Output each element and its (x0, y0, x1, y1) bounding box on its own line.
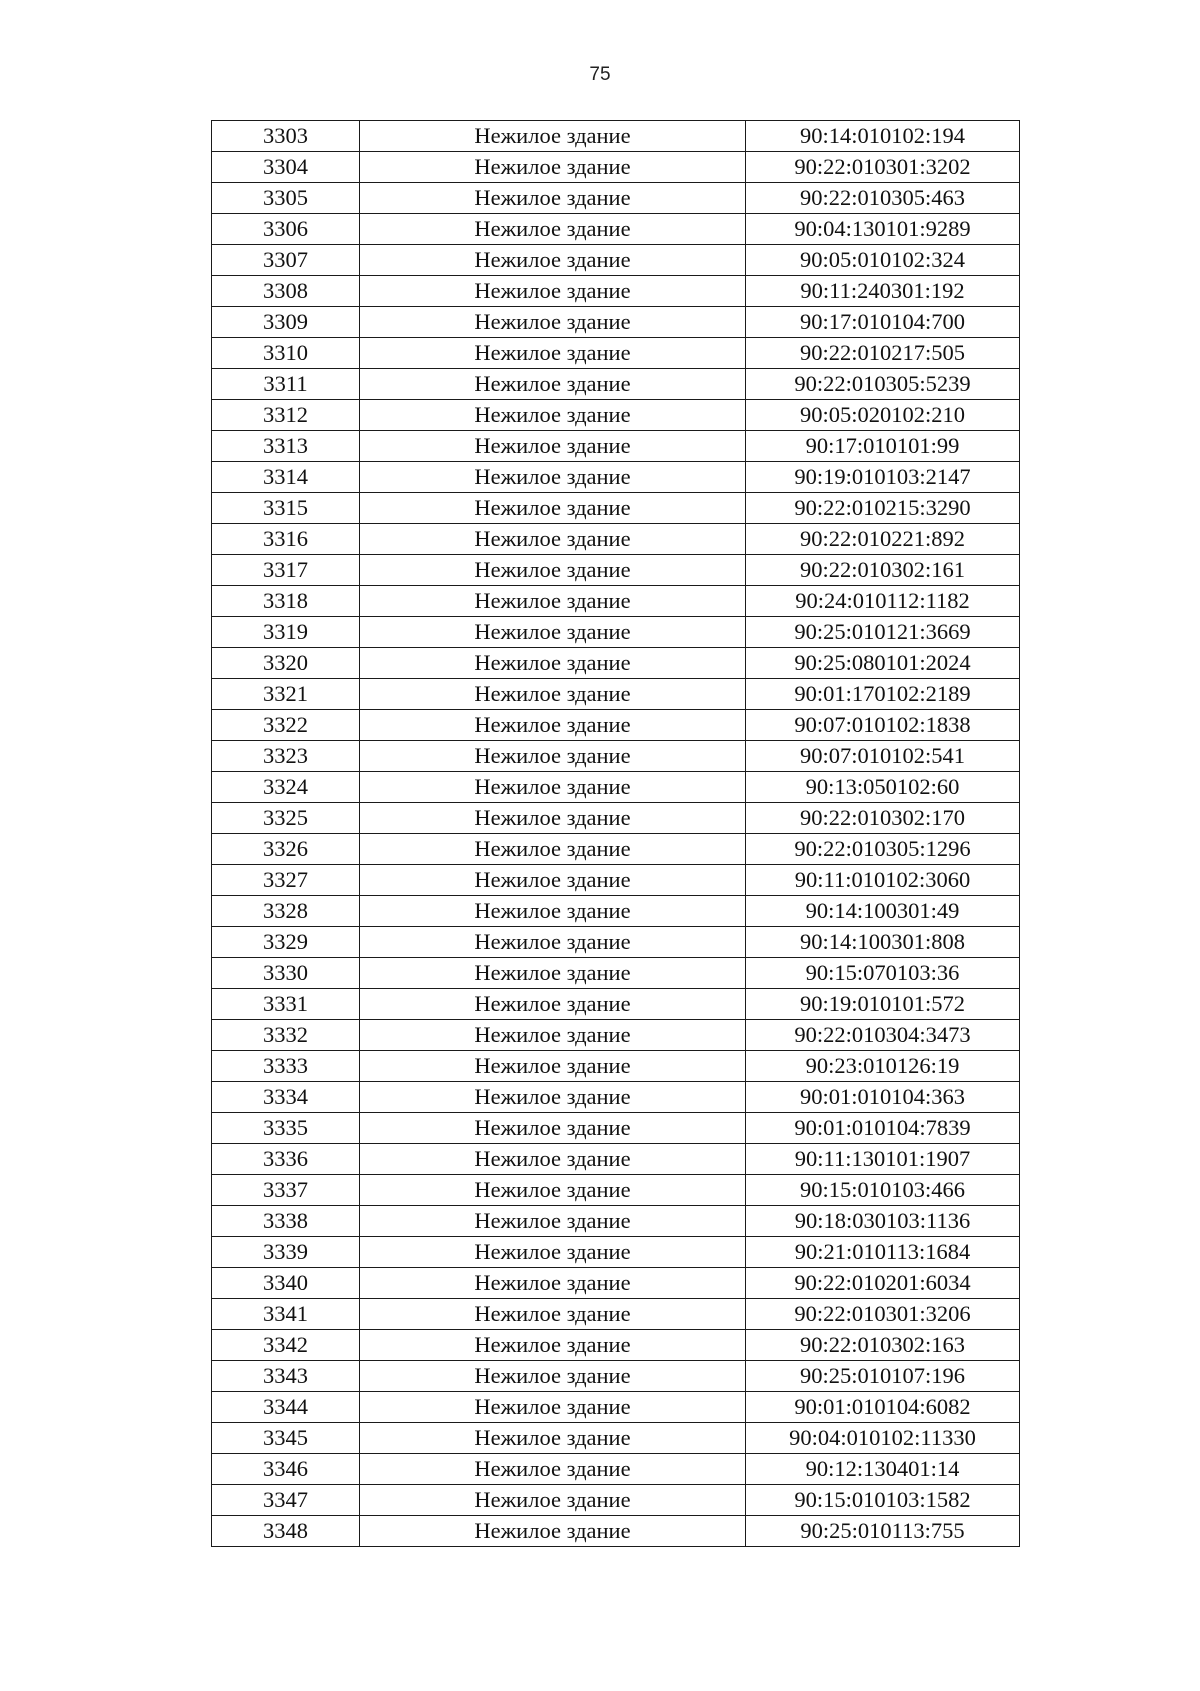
object-type-cell: Нежилое здание (360, 1113, 746, 1144)
row-number-cell: 3338 (212, 1206, 360, 1237)
object-type-cell: Нежилое здание (360, 245, 746, 276)
table-row (212, 865, 1020, 896)
object-type-cell: Нежилое здание (360, 555, 746, 586)
table-row (212, 1082, 1020, 1113)
table-row (212, 431, 1020, 462)
table-row (212, 245, 1020, 276)
table-row (212, 1268, 1020, 1299)
cadastral-number-cell: 90:23:010126:19 (746, 1051, 1020, 1082)
cadastral-number-cell: 90:22:010301:3206 (746, 1299, 1020, 1330)
cadastral-number-cell: 90:25:010121:3669 (746, 617, 1020, 648)
row-number-cell: 3313 (212, 431, 360, 462)
row-number-cell: 3335 (212, 1113, 360, 1144)
object-type-cell: Нежилое здание (360, 524, 746, 555)
cadastral-number-cell: 90:11:240301:192 (746, 276, 1020, 307)
cadastral-number-cell: 90:25:010113:755 (746, 1516, 1020, 1547)
table-row (212, 1516, 1020, 1547)
table-body (212, 121, 1020, 1547)
table-row (212, 927, 1020, 958)
cadastral-number-cell: 90:14:100301:808 (746, 927, 1020, 958)
table-row (212, 1330, 1020, 1361)
table-row (212, 586, 1020, 617)
cadastral-number-cell: 90:14:010102:194 (746, 121, 1020, 152)
object-type-cell: Нежилое здание (360, 927, 746, 958)
table-row (212, 369, 1020, 400)
object-type-cell: Нежилое здание (360, 896, 746, 927)
cadastral-number-cell: 90:22:010221:892 (746, 524, 1020, 555)
row-number-cell: 3337 (212, 1175, 360, 1206)
cadastral-number-cell: 90:22:010302:163 (746, 1330, 1020, 1361)
row-number-cell: 3323 (212, 741, 360, 772)
table-row (212, 1361, 1020, 1392)
row-number-cell: 3347 (212, 1485, 360, 1516)
cadastral-number-cell: 90:17:010101:99 (746, 431, 1020, 462)
cadastral-number-cell: 90:22:010305:463 (746, 183, 1020, 214)
table-row (212, 338, 1020, 369)
object-type-cell: Нежилое здание (360, 803, 746, 834)
table-row (212, 1020, 1020, 1051)
cadastral-number-cell: 90:17:010104:700 (746, 307, 1020, 338)
table-row (212, 1454, 1020, 1485)
table-row (212, 617, 1020, 648)
cadastral-number-cell: 90:22:010201:6034 (746, 1268, 1020, 1299)
row-number-cell: 3341 (212, 1299, 360, 1330)
table-row (212, 1113, 1020, 1144)
table-row (212, 803, 1020, 834)
table-row (212, 896, 1020, 927)
object-type-cell: Нежилое здание (360, 1330, 746, 1361)
row-number-cell: 3345 (212, 1423, 360, 1454)
table-row (212, 1175, 1020, 1206)
cadastral-number-cell: 90:04:010102:11330 (746, 1423, 1020, 1454)
object-type-cell: Нежилое здание (360, 834, 746, 865)
object-type-cell: Нежилое здание (360, 1082, 746, 1113)
cadastral-number-cell: 90:07:010102:1838 (746, 710, 1020, 741)
cadastral-number-cell: 90:14:100301:49 (746, 896, 1020, 927)
cadastral-number-cell: 90:04:130101:9289 (746, 214, 1020, 245)
row-number-cell: 3314 (212, 462, 360, 493)
object-type-cell: Нежилое здание (360, 369, 746, 400)
table-row (212, 741, 1020, 772)
row-number-cell: 3336 (212, 1144, 360, 1175)
row-number-cell: 3328 (212, 896, 360, 927)
cadastral-number-cell: 90:19:010101:572 (746, 989, 1020, 1020)
row-number-cell: 3331 (212, 989, 360, 1020)
object-type-cell: Нежилое здание (360, 617, 746, 648)
table-row (212, 1051, 1020, 1082)
cadastral-number-cell: 90:22:010215:3290 (746, 493, 1020, 524)
object-type-cell: Нежилое здание (360, 1237, 746, 1268)
cadastral-number-cell: 90:07:010102:541 (746, 741, 1020, 772)
object-type-cell: Нежилое здание (360, 1516, 746, 1547)
row-number-cell: 3332 (212, 1020, 360, 1051)
row-number-cell: 3346 (212, 1454, 360, 1485)
row-number-cell: 3322 (212, 710, 360, 741)
row-number-cell: 3344 (212, 1392, 360, 1423)
row-number-cell: 3326 (212, 834, 360, 865)
table-row (212, 1392, 1020, 1423)
row-number-cell: 3317 (212, 555, 360, 586)
row-number-cell: 3333 (212, 1051, 360, 1082)
table-row (212, 555, 1020, 586)
object-type-cell: Нежилое здание (360, 1268, 746, 1299)
cadastral-number-cell: 90:01:170102:2189 (746, 679, 1020, 710)
row-number-cell: 3325 (212, 803, 360, 834)
row-number-cell: 3318 (212, 586, 360, 617)
object-type-cell: Нежилое здание (360, 586, 746, 617)
object-type-cell: Нежилое здание (360, 772, 746, 803)
row-number-cell: 3316 (212, 524, 360, 555)
row-number-cell: 3329 (212, 927, 360, 958)
cadastral-number-cell: 90:11:130101:1907 (746, 1144, 1020, 1175)
object-type-cell: Нежилое здание (360, 958, 746, 989)
object-type-cell: Нежилое здание (360, 679, 746, 710)
page-number: 75 (589, 64, 611, 85)
cadastral-number-cell: 90:01:010104:7839 (746, 1113, 1020, 1144)
row-number-cell: 3304 (212, 152, 360, 183)
object-type-cell: Нежилое здание (360, 214, 746, 245)
object-type-cell: Нежилое здание (360, 710, 746, 741)
row-number-cell: 3319 (212, 617, 360, 648)
cadastral-number-cell: 90:22:010301:3202 (746, 152, 1020, 183)
object-type-cell: Нежилое здание (360, 493, 746, 524)
table-row (212, 214, 1020, 245)
cadastral-number-cell: 90:19:010103:2147 (746, 462, 1020, 493)
object-type-cell: Нежилое здание (360, 1392, 746, 1423)
object-type-cell: Нежилое здание (360, 121, 746, 152)
object-type-cell: Нежилое здание (360, 1361, 746, 1392)
row-number-cell: 3309 (212, 307, 360, 338)
object-type-cell: Нежилое здание (360, 1423, 746, 1454)
table-row (212, 710, 1020, 741)
cadastral-number-cell: 90:22:010305:1296 (746, 834, 1020, 865)
cadastral-number-cell: 90:12:130401:14 (746, 1454, 1020, 1485)
table-row (212, 648, 1020, 679)
object-type-cell: Нежилое здание (360, 989, 746, 1020)
table-row (212, 989, 1020, 1020)
table-row (212, 462, 1020, 493)
object-type-cell: Нежилое здание (360, 1175, 746, 1206)
cadastral-number-cell: 90:24:010112:1182 (746, 586, 1020, 617)
table-row (212, 276, 1020, 307)
object-type-cell: Нежилое здание (360, 1020, 746, 1051)
row-number-cell: 3312 (212, 400, 360, 431)
row-number-cell: 3307 (212, 245, 360, 276)
object-type-cell: Нежилое здание (360, 431, 746, 462)
cadastral-number-cell: 90:05:020102:210 (746, 400, 1020, 431)
table-row (212, 524, 1020, 555)
object-type-cell: Нежилое здание (360, 152, 746, 183)
table-row (212, 152, 1020, 183)
object-type-cell: Нежилое здание (360, 1485, 746, 1516)
table-row (212, 1237, 1020, 1268)
cadastral-number-cell: 90:15:010103:1582 (746, 1485, 1020, 1516)
object-type-cell: Нежилое здание (360, 648, 746, 679)
table-row (212, 493, 1020, 524)
object-type-cell: Нежилое здание (360, 741, 746, 772)
table-row (212, 772, 1020, 803)
object-type-cell: Нежилое здание (360, 1051, 746, 1082)
row-number-cell: 3348 (212, 1516, 360, 1547)
row-number-cell: 3339 (212, 1237, 360, 1268)
row-number-cell: 3334 (212, 1082, 360, 1113)
table-row (212, 834, 1020, 865)
row-number-cell: 3308 (212, 276, 360, 307)
object-type-cell: Нежилое здание (360, 1299, 746, 1330)
row-number-cell: 3327 (212, 865, 360, 896)
table-row (212, 121, 1020, 152)
object-type-cell: Нежилое здание (360, 338, 746, 369)
row-number-cell: 3321 (212, 679, 360, 710)
row-number-cell: 3305 (212, 183, 360, 214)
table-row (212, 400, 1020, 431)
row-number-cell: 3330 (212, 958, 360, 989)
row-number-cell: 3340 (212, 1268, 360, 1299)
row-number-cell: 3343 (212, 1361, 360, 1392)
cadastral-number-cell: 90:22:010304:3473 (746, 1020, 1020, 1051)
table-row (212, 1206, 1020, 1237)
table-row (212, 307, 1020, 338)
cadastral-number-cell: 90:13:050102:60 (746, 772, 1020, 803)
object-type-cell: Нежилое здание (360, 1206, 746, 1237)
cadastral-number-cell: 90:22:010302:170 (746, 803, 1020, 834)
row-number-cell: 3311 (212, 369, 360, 400)
object-type-cell: Нежилое здание (360, 1144, 746, 1175)
table-row (212, 679, 1020, 710)
object-type-cell: Нежилое здание (360, 307, 746, 338)
object-type-cell: Нежилое здание (360, 462, 746, 493)
cadastral-number-cell: 90:22:010305:5239 (746, 369, 1020, 400)
cadastral-number-cell: 90:15:010103:466 (746, 1175, 1020, 1206)
cadastral-number-cell: 90:11:010102:3060 (746, 865, 1020, 896)
row-number-cell: 3324 (212, 772, 360, 803)
table-row (212, 1485, 1020, 1516)
table-row (212, 1423, 1020, 1454)
cadastral-number-cell: 90:25:080101:2024 (746, 648, 1020, 679)
cadastral-number-cell: 90:22:010302:161 (746, 555, 1020, 586)
row-number-cell: 3315 (212, 493, 360, 524)
table-row (212, 1144, 1020, 1175)
object-type-cell: Нежилое здание (360, 400, 746, 431)
cadastral-number-cell: 90:15:070103:36 (746, 958, 1020, 989)
row-number-cell: 3306 (212, 214, 360, 245)
cadastral-number-cell: 90:21:010113:1684 (746, 1237, 1020, 1268)
object-type-cell: Нежилое здание (360, 276, 746, 307)
table-row (212, 958, 1020, 989)
cadastral-number-cell: 90:05:010102:324 (746, 245, 1020, 276)
row-number-cell: 3303 (212, 121, 360, 152)
cadastral-number-cell: 90:22:010217:505 (746, 338, 1020, 369)
row-number-cell: 3342 (212, 1330, 360, 1361)
cadastral-number-cell: 90:01:010104:363 (746, 1082, 1020, 1113)
row-number-cell: 3310 (212, 338, 360, 369)
cadastral-number-cell: 90:18:030103:1136 (746, 1206, 1020, 1237)
object-type-cell: Нежилое здание (360, 865, 746, 896)
table-row (212, 183, 1020, 214)
cadastral-number-cell: 90:01:010104:6082 (746, 1392, 1020, 1423)
object-type-cell: Нежилое здание (360, 1454, 746, 1485)
cadastral-number-cell: 90:25:010107:196 (746, 1361, 1020, 1392)
object-type-cell: Нежилое здание (360, 183, 746, 214)
row-number-cell: 3320 (212, 648, 360, 679)
registry-table (211, 120, 1020, 1547)
table-row (212, 1299, 1020, 1330)
